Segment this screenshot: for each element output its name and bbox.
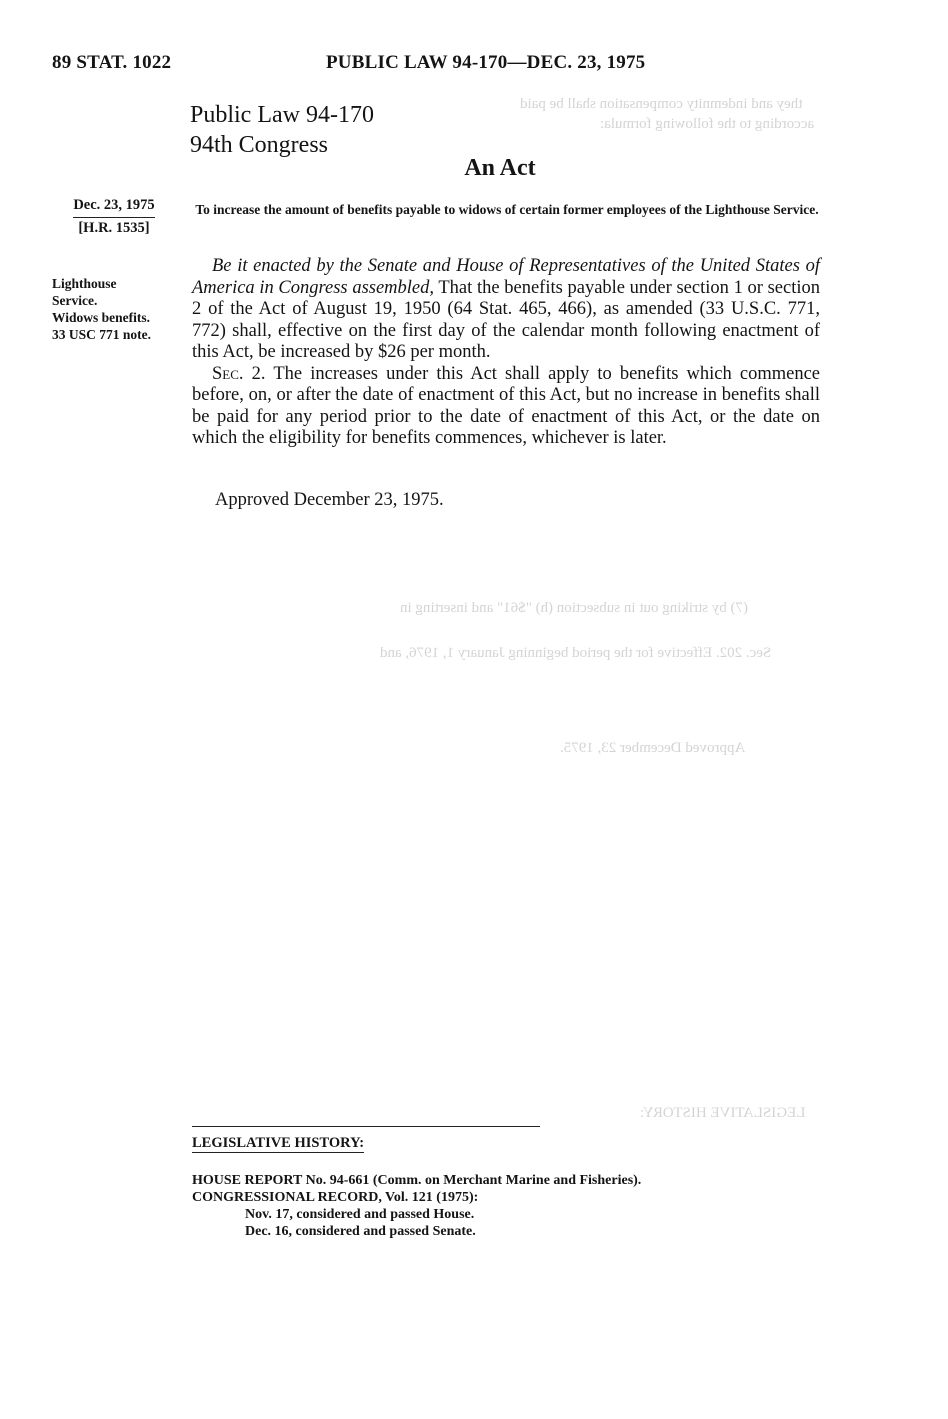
law-title-block <box>190 100 374 160</box>
bill-number: [H.R. 1535] <box>78 220 150 236</box>
margin-date-block <box>40 195 188 238</box>
footnote-rule <box>192 1126 540 1127</box>
page-number: 89 STAT. 1022 <box>52 52 172 73</box>
act-body <box>192 256 820 450</box>
section-1 <box>192 256 820 364</box>
congress-number: 94th Congress <box>190 132 328 158</box>
section-2-text: The increases under this Act shall apply to benefits which commence before, on, or after the date of enactment of this Act, but no increase in benefits shall be paid for any period prior to the date of enactment of this Act, or the date on which the eligibility for benefits commences, whichever is later. <box>192 363 820 448</box>
margin-note: Lighthouse <box>52 276 117 291</box>
section-2-label: Sec. 2. <box>212 363 266 384</box>
margin-note: Service. <box>52 293 98 308</box>
running-head: PUBLIC LAW 94-170—DEC. 23, 1975 <box>326 52 646 73</box>
act-heading: An Act <box>464 155 536 181</box>
action-item: Nov. 17, considered and passed House. <box>245 1207 475 1222</box>
congressional-record: CONGRESSIONAL RECORD, Vol. 121 (1975): <box>192 1190 479 1205</box>
enactment-date: Dec. 23, 1975 <box>73 195 154 218</box>
margin-note: Widows benefits. <box>52 310 151 325</box>
approval-line: Approved December 23, 1975. <box>215 490 444 510</box>
house-report: HOUSE REPORT No. 94-661 (Comm. on Merchant Marine and Fisheries). <box>192 1173 642 1188</box>
legislative-history-heading: LEGISLATIVE HISTORY: <box>192 1135 365 1151</box>
action-item: Dec. 16, considered and passed Senate. <box>245 1224 476 1239</box>
section-1-text: That the benefits payable under section 1 or section 2 of the Act of August 19, 1950 (64 Stat. 465, 466), as amended (33 U.S.C. 771, 772) shall, effective on the first day of the calendar month following enactment of this Act, be increased by $26 per month. <box>192 277 820 362</box>
margin-notes <box>52 275 182 343</box>
enacting-clause: Be it enacted by the Senate and House of Representatives of the United States of America in Congress assembled, <box>192 256 820 298</box>
purpose-clause: To increase the amount of benefits payable to widows of certain former employees of the Lighthouse Service. <box>195 202 819 217</box>
margin-note: 33 USC 771 note. <box>52 327 152 342</box>
public-law-number: Public Law 94-170 <box>190 102 374 128</box>
section-2 <box>192 364 820 450</box>
